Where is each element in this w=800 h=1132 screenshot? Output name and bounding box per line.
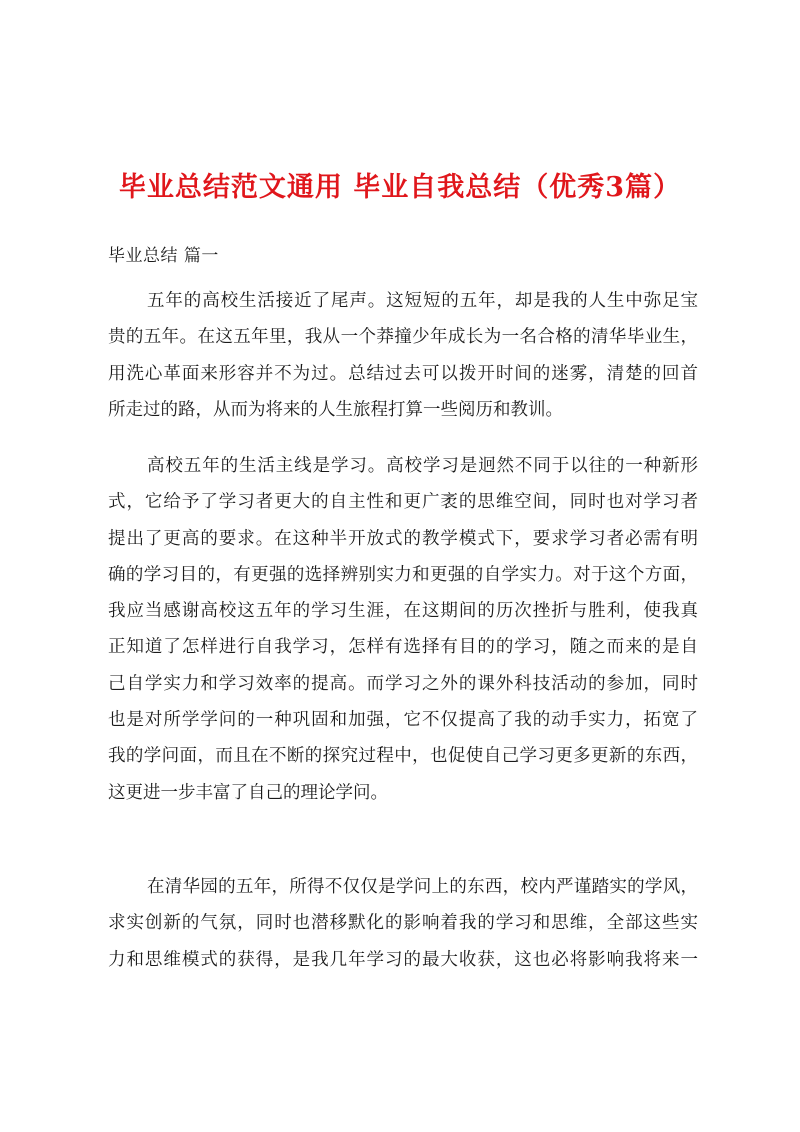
paragraph-1 bbox=[108, 283, 698, 428]
paragraph-line: 所走过的路，从而为将来的人生旅程打算一些阅历和教训。 bbox=[108, 399, 563, 420]
paragraph-line: 五年的高校生活接近了尾声。这短短的五年，却是我的人生中弥足宝 bbox=[147, 291, 698, 311]
paragraph-line: 力和思维模式的获得，是我几年学习的最大收获，这也必将影响我将来一 bbox=[108, 949, 698, 970]
paragraph-line: 确的学习目的，有更强的选择辨别实力和更强的自学实力。对于这个方面， bbox=[108, 564, 698, 585]
paragraph-line: 我的学问面，而且在不断的探究过程中，也促使自己学习更多更新的东西， bbox=[108, 746, 698, 767]
section-heading: 毕业总结 篇一 bbox=[108, 246, 219, 266]
paragraph-line: 式，它给予了学习者更大的自主性和更广袤的思维空间，同时也对学习者 bbox=[108, 492, 698, 513]
paragraph-line: 高校五年的生活主线是学习。高校学习是迥然不同于以往的一种新形 bbox=[147, 456, 698, 476]
paragraph-line: 己自学实力和学习效率的提高。而学习之外的课外科技活动的参加，同时 bbox=[108, 673, 698, 694]
paragraph-line: 用洗心革面来形容并不为过。总结过去可以拨开时间的迷雾，清楚的回首 bbox=[108, 363, 698, 384]
paragraph-2 bbox=[108, 448, 698, 811]
document-title: 毕业总结范文通用 毕业自我总结（优秀3篇） bbox=[118, 172, 682, 203]
paragraph-line: 这更进一步丰富了自己的理论学问。 bbox=[108, 782, 388, 803]
paragraph-line: 提出了更高的要求。在这种半开放式的教学模式下，要求学习者必需有明 bbox=[108, 528, 698, 549]
paragraph-line: 求实创新的气氛，同时也潜移默化的影响着我的学习和思维，全部这些实 bbox=[108, 913, 698, 934]
paragraph-3 bbox=[108, 869, 698, 978]
paragraph-line: 正知道了怎样进行自我学习，怎样有选择有目的的学习，随之而来的是自 bbox=[108, 637, 698, 658]
paragraph-line: 我应当感谢高校这五年的学习生涯，在这期间的历次挫折与胜利，使我真 bbox=[108, 601, 698, 622]
paragraph-line: 贵的五年。在这五年里，我从一个莽撞少年成长为一名合格的清华毕业生， bbox=[108, 327, 698, 348]
paragraph-line: 也是对所学学问的一种巩固和加强，它不仅提高了我的动手实力，拓宽了 bbox=[108, 710, 698, 731]
paragraph-line: 在清华园的五年，所得不仅仅是学问上的东西，校内严谨踏实的学风， bbox=[147, 877, 698, 897]
